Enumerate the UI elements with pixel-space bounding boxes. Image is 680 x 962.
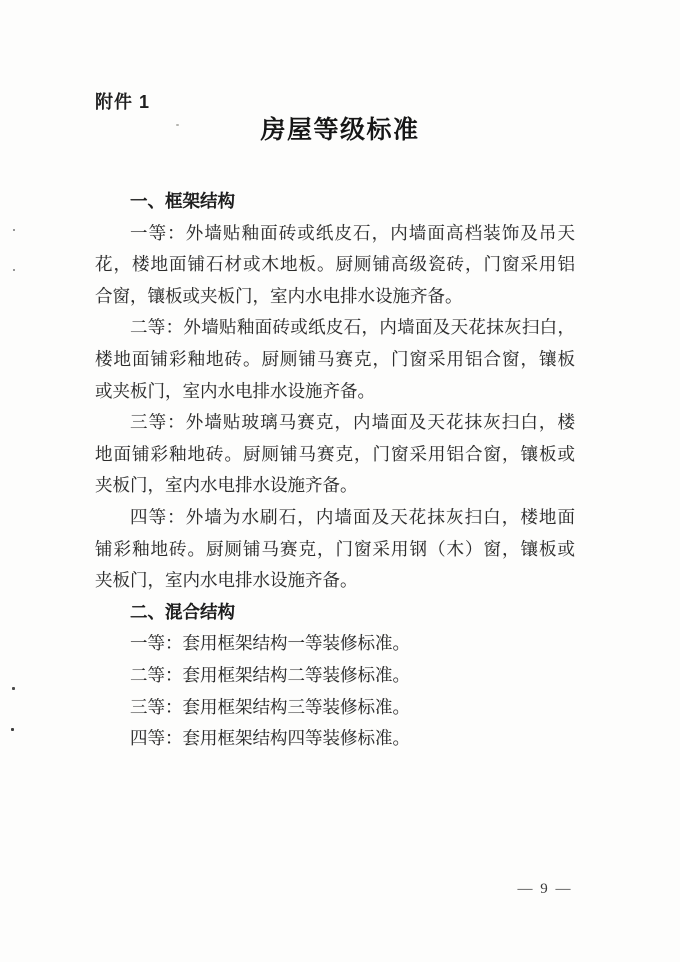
scan-speck — [12, 687, 15, 690]
section-heading: 一、框架结构 — [130, 191, 235, 211]
paragraph-line: 一等：外墙贴釉面砖或纸皮石，内墙面高档装饰及吊天 — [130, 222, 575, 243]
paragraph-line: 花，楼地面铺石材或木地板。厨厕铺高级瓷砖，门窗采用铝 — [95, 254, 575, 275]
paragraph-line: 四等：外墙为水刷石，内墙面及天花抹灰扫白，楼地面 — [130, 506, 575, 527]
attachment-label: 附件 1 — [95, 92, 151, 112]
paragraph-line: 地面铺彩釉地砖。厨厕铺马赛克，门窗采用铝合窗，镶板或 — [95, 443, 575, 464]
page-title: 房屋等级标准 — [260, 117, 420, 144]
paragraph-line: 三等：套用框架结构三等装修标准。 — [130, 696, 410, 717]
paragraph-line: 二等：外墙贴釉面砖或纸皮石，内墙面及天花抹灰扫白， — [130, 317, 575, 338]
paragraph-line: 楼地面铺彩釉地砖。厨厕铺马赛克，门窗采用铝合窗，镶板 — [95, 348, 575, 369]
scan-speck — [11, 728, 14, 731]
section-heading: 二、混合结构 — [130, 601, 235, 622]
paragraph-line: 四等：套用框架结构四等装修标准。 — [130, 728, 410, 749]
page-number: — 9 — — [517, 881, 573, 897]
paragraph-line: 铺彩釉地砖。厨厕铺马赛克，门窗采用钢（木）窗，镶板或 — [95, 538, 575, 559]
paragraph-line: 或夹板门，室内水电排水设施齐备。 — [95, 380, 375, 401]
paragraph-line: 夹板门，室内水电排水设施齐备。 — [95, 570, 358, 591]
scan-speck — [176, 124, 179, 126]
scan-speck — [13, 269, 15, 271]
paragraph-line: 合窗，镶板或夹板门，室内水电排水设施齐备。 — [95, 285, 463, 306]
paragraph-line: 夹板门，室内水电排水设施齐备。 — [95, 475, 358, 496]
paragraph-line: 一等：套用框架结构一等装修标准。 — [130, 633, 410, 654]
scan-speck — [13, 229, 15, 231]
document-body — [95, 186, 575, 755]
paragraph-line: 三等：外墙贴玻璃马赛克，内墙面及天花抹灰扫白，楼 — [130, 412, 575, 433]
paragraph-line: 二等：套用框架结构二等装修标准。 — [130, 664, 410, 685]
